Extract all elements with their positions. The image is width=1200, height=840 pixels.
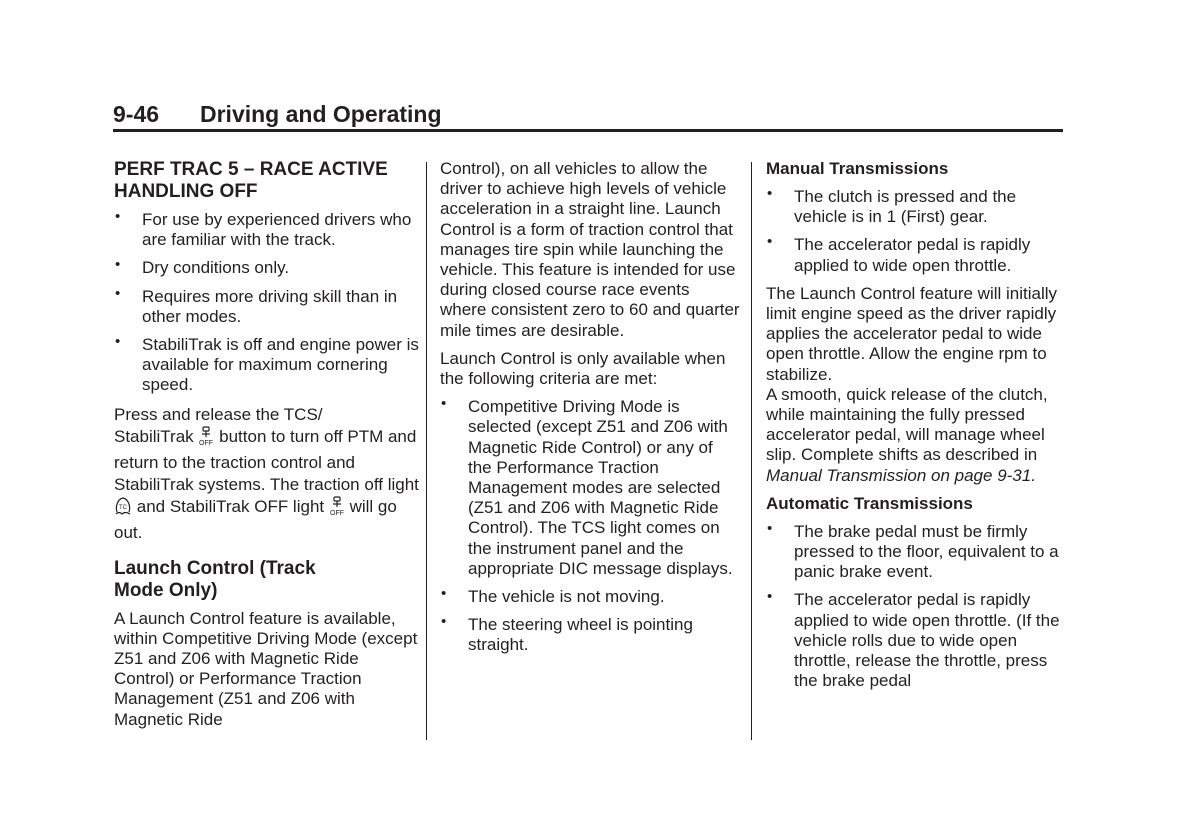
paragraph-launch-control-intro: A Launch Control feature is available, within Competitive Driving Mode (except Z51 and Z06 with Magnetic Ride Control) or Performance Traction Management (Z51 and Z06 with Magnetic Ride — [114, 608, 418, 729]
bullet-glyph: • — [767, 519, 773, 537]
stabilitrak-off-icon — [329, 496, 345, 522]
paragraph-launch-control-behavior: The Launch Control feature will initially limit engine speed as the driver rapidly applies the accelerator pedal to wide open throttle. Allow the engine rpm to stabilize. — [766, 283, 1058, 384]
bullet-list — [766, 519, 1066, 692]
cross-reference-link[interactable]: Manual Transmission on page 9-31. — [766, 465, 1036, 485]
bullet-list — [766, 187, 1066, 276]
bullet-glyph: • — [441, 585, 447, 603]
list-item: • StabiliTrak is off and engine power is available for maximum cornering speed. — [115, 333, 419, 395]
paragraph-launch-control-description: Control), on all vehicles to allow the driver to achieve high levels of vehicle acceleration in a straight line. Launch Control is a form of traction control that manages tire spin while launching the vehicle. This feature is intended for use during closed course race events where consistent zero to 60 and quarter mile times are desirable. — [440, 159, 740, 340]
column-divider — [751, 162, 752, 740]
bullet-glyph: • — [767, 185, 773, 202]
page-header — [113, 100, 1063, 128]
traction-off-icon — [114, 496, 132, 522]
svg-text:OFF: OFF — [329, 509, 344, 516]
list-item: • For use by experienced drivers who are familiar with the track. — [115, 208, 412, 250]
subheading-automatic-transmissions: Automatic Transmissions — [766, 493, 973, 513]
subheading-manual-transmissions: Manual Transmissions — [766, 159, 949, 178]
bullet-glyph: • — [441, 395, 447, 413]
list-item: • The vehicle is not moving. — [441, 585, 665, 607]
section-heading-perf-trac-5: PERF TRAC 5 – RACE ACTIVE HANDLING OFF — [114, 159, 388, 202]
bullet-glyph: • — [115, 256, 121, 274]
bullet-glyph: • — [115, 208, 121, 225]
paragraph-clutch-release: A smooth, quick release of the clutch, while maintaining the fully pressed accelerator pedal, will manage wheel slip. Complete shifts as described in Manual Transmission on page 9-31. — [766, 384, 1048, 485]
list-item: • The accelerator pedal is rapidly applied to wide open throttle. — [767, 233, 1031, 275]
paragraph-criteria-intro: Launch Control is only available when the following criteria are met: — [440, 348, 726, 389]
list-item: • The steering wheel is pointing straight. — [441, 613, 693, 655]
bullet-glyph: • — [115, 284, 121, 302]
svg-text:TC: TC — [119, 504, 127, 511]
column-1 — [114, 159, 419, 738]
stabilitrak-off-icon — [198, 426, 214, 452]
bullet-list — [114, 210, 419, 396]
column-2 — [440, 159, 740, 664]
paragraph-tcs-button: Press and release the TCS/ StabiliTrak OFF button to turn off PTM and return to the traction control and StabiliTrak systems. The traction off light TC and StabiliTrak OFF light OFF will go out. — [114, 404, 419, 542]
section-heading-launch-control: Launch Control (Track Mode Only) — [114, 557, 316, 601]
page-number: 9-46 — [113, 101, 160, 127]
list-item: • Dry conditions only. — [115, 256, 290, 278]
list-item: • The clutch is pressed and the vehicle is in 1 (First) gear. — [767, 185, 1017, 227]
list-item: • The accelerator pedal is rapidly applied to wide open throttle. (If the vehicle rolls due to wide open throttle, release the throttle, press the brake pedal — [767, 588, 1060, 691]
bullet-glyph: • — [441, 613, 447, 631]
page-title: Driving and Operating — [200, 101, 442, 127]
list-item: • Competitive Driving Mode is selected (except Z51 and Z06 with Magnetic Ride Control) or any of the Performance Traction Management modes are selected (Z51 and Z06 with Magnetic Ride Control). The TCS light comes on the instrument panel and the appropriate DIC message displays. — [441, 395, 733, 578]
list-item: • Requires more driving skill than in other modes. — [115, 284, 398, 326]
bullet-glyph: • — [767, 233, 773, 251]
header-rule — [113, 129, 1063, 132]
column-divider — [426, 162, 427, 740]
list-item: • The brake pedal must be firmly pressed to the floor, equivalent to a panic brake event. — [767, 519, 1059, 582]
bullet-list — [440, 397, 740, 655]
svg-text:OFF: OFF — [199, 439, 214, 446]
column-3 — [766, 159, 1066, 699]
bullet-glyph: • — [767, 588, 773, 606]
bullet-glyph: • — [115, 333, 121, 351]
